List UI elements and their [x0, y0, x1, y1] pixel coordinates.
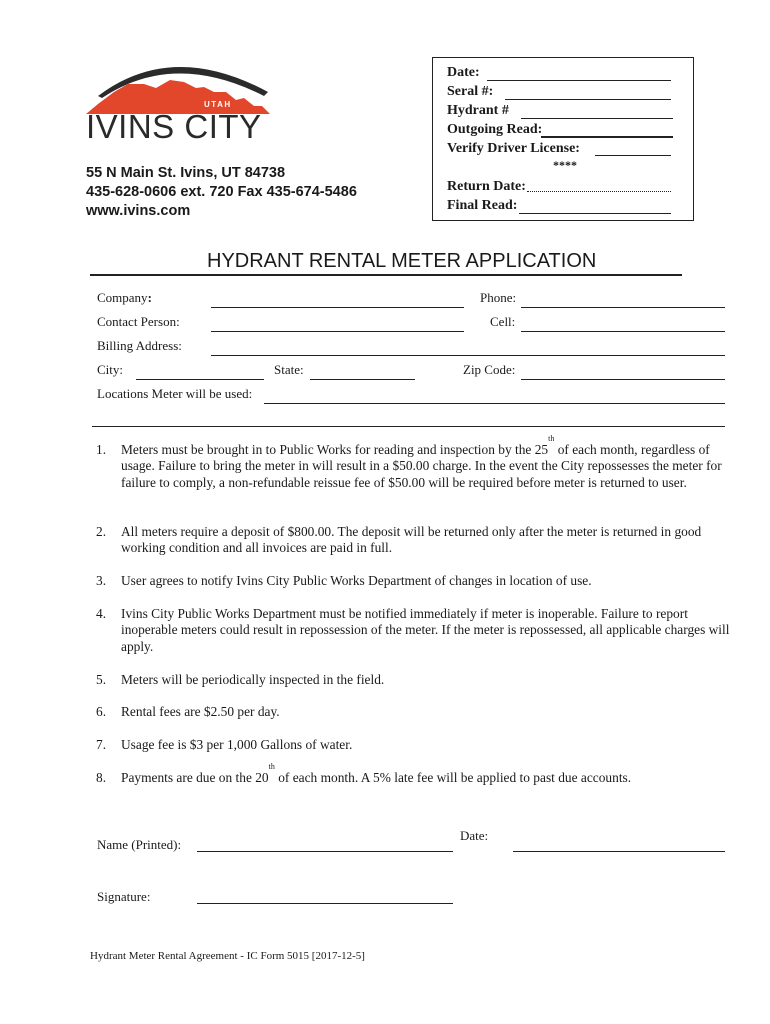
address: 55 N Main St. Ivins, UT 84738 [86, 165, 286, 181]
phone-fax: 435-628-0606 ext. 720 Fax 435-674-5486 [86, 184, 357, 200]
state-field[interactable] [310, 379, 415, 380]
cell-field[interactable] [521, 331, 725, 332]
box-serial-line[interactable] [505, 99, 671, 100]
contact-person-label: Contact Person: [97, 314, 180, 329]
contact-person-field[interactable] [211, 331, 464, 332]
box-serial-label: Seral #: [447, 84, 494, 99]
name-printed-label: Name (Printed): [97, 837, 182, 852]
box-date-label: Date: [447, 65, 480, 80]
box-return-line[interactable] [527, 191, 671, 192]
box-final-line[interactable] [519, 213, 671, 214]
box-final-label: Final Read: [447, 198, 518, 213]
locations-field-2[interactable] [92, 426, 725, 427]
billing-address-field[interactable] [211, 355, 725, 356]
date-field[interactable] [513, 851, 725, 852]
title-rule [90, 274, 682, 276]
box-stars: **** [553, 158, 577, 172]
logo-state: UTAH [204, 100, 232, 109]
office-use-box [432, 57, 694, 221]
company-field[interactable] [211, 307, 464, 308]
city-field[interactable] [136, 379, 264, 380]
signature-label: Signature: [97, 889, 151, 904]
zip-code-label: Zip Code: [463, 362, 516, 377]
name-printed-field[interactable] [197, 851, 453, 852]
date-label: Date: [460, 828, 489, 843]
logo-city-name: IVINS CITY [86, 108, 262, 145]
box-outgoing-line[interactable] [541, 136, 673, 138]
state-label: State: [274, 362, 304, 377]
website: www.ivins.com [86, 203, 191, 219]
box-hydrant-label: Hydrant # [447, 103, 509, 118]
locations-field[interactable] [264, 403, 725, 404]
footer-form-id: Hydrant Meter Rental Agreement - IC Form 5015 [2017-12-5] [90, 950, 365, 962]
box-license-line[interactable] [595, 155, 671, 156]
zip-code-field[interactable] [521, 379, 725, 380]
box-return-label: Return Date: [447, 179, 526, 194]
box-date-line[interactable] [487, 80, 671, 81]
box-outgoing-label: Outgoing Read: [447, 122, 543, 137]
box-hydrant-line[interactable] [521, 118, 673, 119]
cell-label: Cell: [490, 314, 516, 329]
phone-label: Phone: [480, 290, 517, 305]
city-label: City: [97, 362, 124, 377]
company-label: Company: [97, 290, 152, 305]
billing-address-label: Billing Address: [97, 338, 182, 353]
signature-field[interactable] [197, 903, 453, 904]
box-license-label: Verify Driver License: [447, 141, 580, 156]
page-title: HYDRANT RENTAL METER APPLICATION [207, 250, 597, 272]
phone-field[interactable] [521, 307, 725, 308]
locations-label: Locations Meter will be used: [97, 386, 253, 401]
